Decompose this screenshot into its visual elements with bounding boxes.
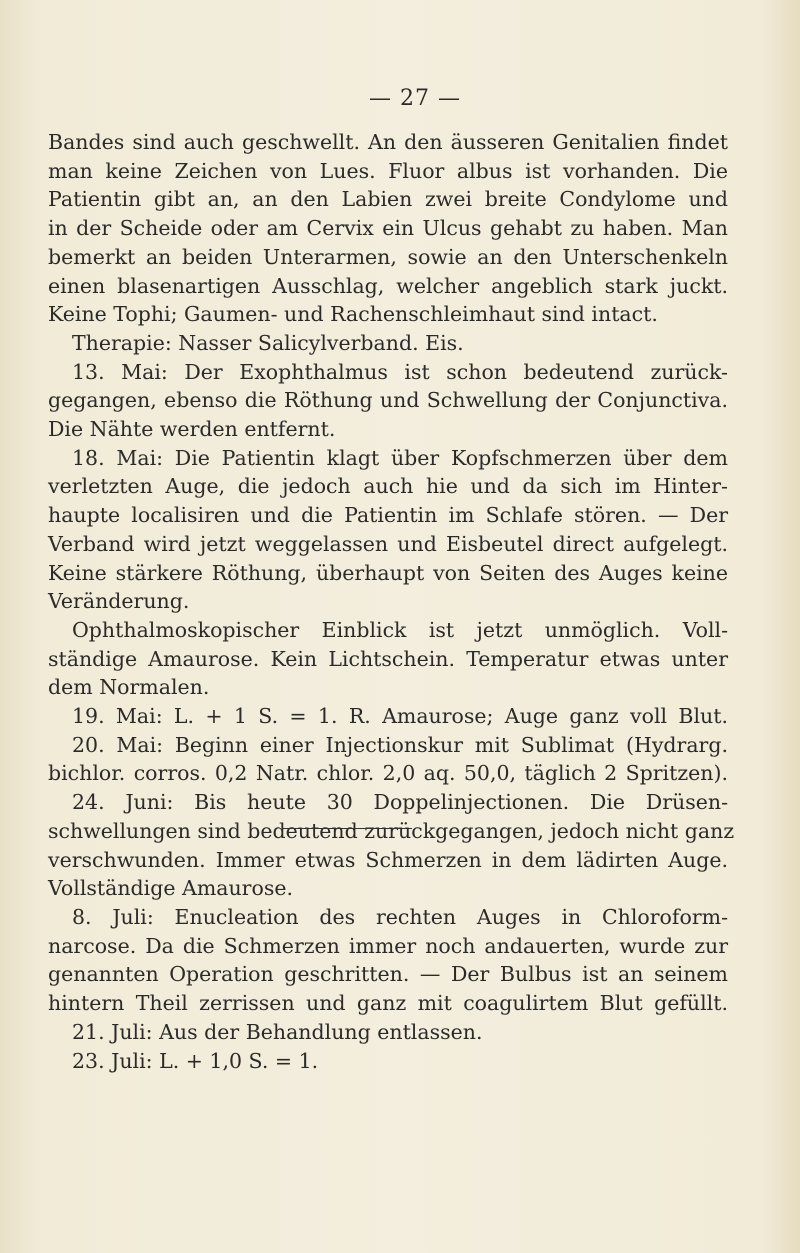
text-line: ständige Amaurose. Kein Lichtschein. Temperatur etwas unter <box>48 646 728 671</box>
text-line: narcose. Da die Schmerzen immer noch andauerten, wurde zur <box>48 933 728 958</box>
text-line: Vollständige Amaurose. <box>48 876 293 901</box>
text-line: bichlor. corros. 0,2 Natr. chlor. 2,0 aq. 50,0, täglich 2 Spritzen). <box>48 761 728 786</box>
text-line: 8. Juli: Enucleation des rechten Auges in Chloroform- <box>72 904 728 929</box>
text-line: 20. Mai: Beginn einer Injectionskur mit Sublimat (Hydrarg. <box>72 732 728 757</box>
text-line: bemerkt an beiden Unterarmen, sowie an den Unterschenkeln <box>48 244 728 269</box>
text-line: haupte localisiren und die Patientin im Schlafe stören. — Der <box>48 503 728 528</box>
text-line: schwellungen sind bedeutend zurückgegangen, jedoch nicht ganz <box>48 818 735 843</box>
text-line: verletzten Auge, die jedoch auch hie und da sich im Hinter- <box>48 474 728 499</box>
text-line: 24. Juni: Bis heute 30 Doppelinjectionen. Die Drüsen- <box>72 790 728 815</box>
text-line: hintern Theil zerrissen und ganz mit coagulirtem Blut gefüllt. <box>48 991 728 1016</box>
text-line: Ophthalmoskopischer Einblick ist jetzt unmöglich. Voll- <box>72 617 728 642</box>
text-line: 19. Mai: L. + 1 S. = 1. R. Amaurose; Auge ganz voll Blut. <box>72 704 728 729</box>
text-line: Keine Tophi; Gaumen- und Rachenschleimhaut sind intact. <box>48 302 658 327</box>
text-line: einen blasenartigen Ausschlag, welcher angeblich stark juckt. <box>48 273 728 298</box>
page-number: — 27 — <box>369 86 461 111</box>
body-text <box>48 128 735 1075</box>
text-line: 21. Juli: Aus der Behandlung entlassen. <box>72 1019 483 1044</box>
text-line: Bandes sind auch geschwellt. An den äusseren Genitalien findet <box>48 130 728 154</box>
text-line: man keine Zeichen von Lues. Fluor albus ist vorhanden. Die <box>48 158 728 183</box>
text-line: Die Nähte werden entfernt. <box>48 417 336 442</box>
text-line: Keine stärkere Röthung, überhaupt von Seiten des Auges keine <box>48 560 728 585</box>
text-line: dem Normalen. <box>48 675 210 700</box>
text-line: Patientin gibt an, an den Labien zwei breite Condylome und <box>48 187 728 212</box>
text-line: Veränderung. <box>48 589 190 614</box>
text-line: in der Scheide oder am Cervix ein Ulcus gehabt zu haben. Man <box>48 216 728 241</box>
text-line: Therapie: Nasser Salicylverband. Eis. <box>72 330 464 355</box>
text-line: Verband wird jetzt weggelassen und Eisbeutel direct aufgelegt. <box>48 531 728 556</box>
text-line: 13. Mai: Der Exophthalmus ist schon bedeutend zurück- <box>72 359 728 384</box>
text-line: verschwunden. Immer etwas Schmerzen in dem lädirten Auge. <box>48 847 728 872</box>
end-rule <box>282 828 412 829</box>
text-line: gegangen, ebenso die Röthung und Schwellung der Conjunctiva. <box>48 388 728 413</box>
text-line: 18. Mai: Die Patientin klagt über Kopfschmerzen über dem <box>72 445 728 470</box>
text-line: 23. Juli: L. + 1,0 S. = 1. <box>72 1048 319 1073</box>
text-line: genannten Operation geschritten. — Der Bulbus ist an seinem <box>48 962 728 987</box>
